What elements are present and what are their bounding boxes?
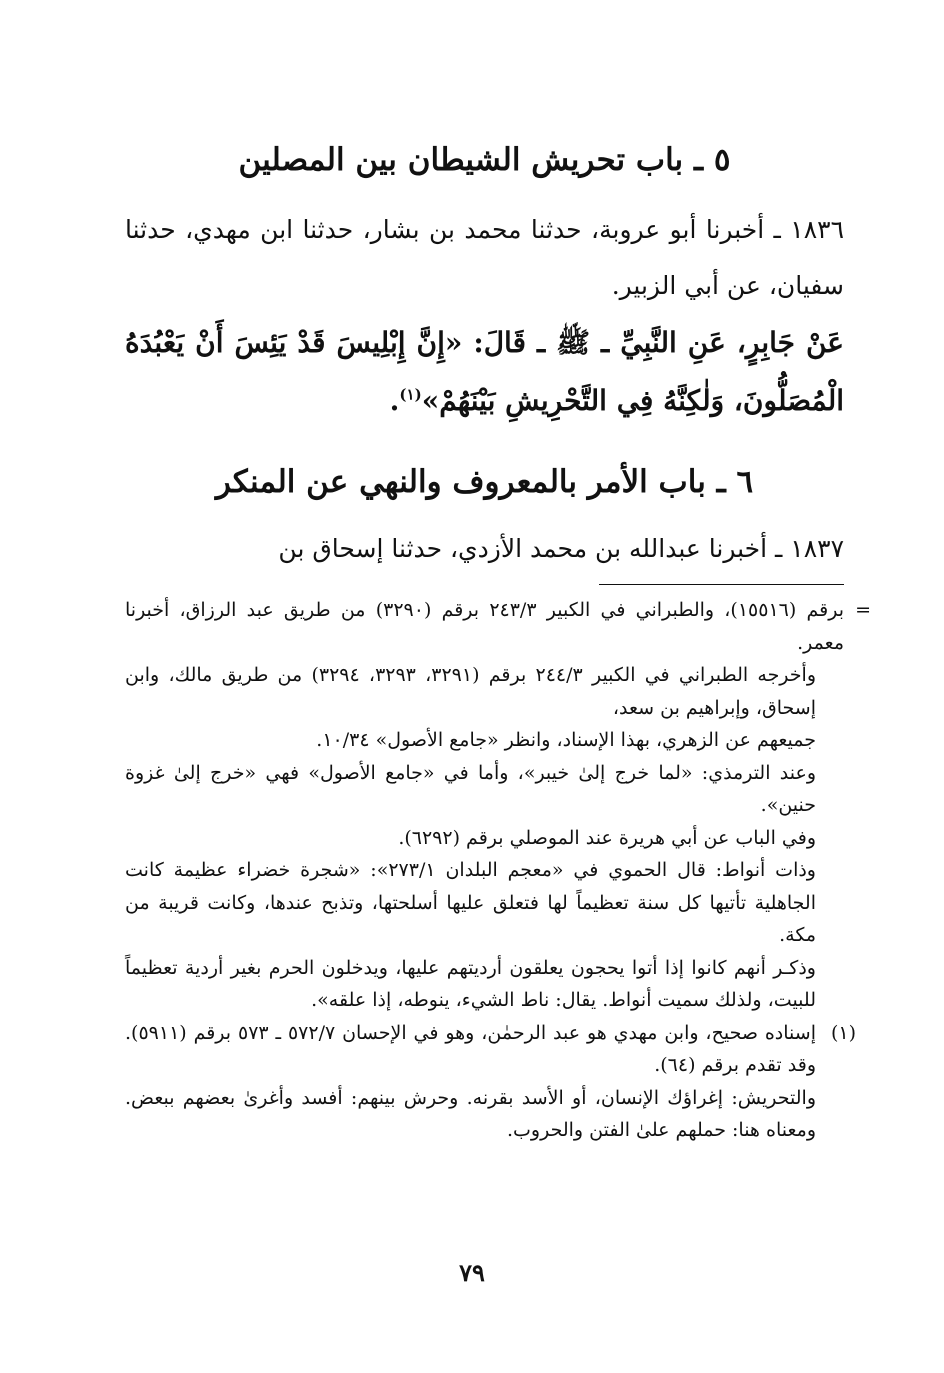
section-heading-5: ٥ ـ باب تحريش الشيطان بين المصلين [238,142,731,178]
continuation-marker: = [855,599,871,621]
footnote-1-text: إسناده صحيح، وابن مهدي هو عبد الرحمٰن، وهو في الإحسان ٥٧٢/٧ ـ ٥٧٣ برقم (٥٩١١). وقد تقدم برقم (٦٤). [125,1021,816,1076]
footnote-1-marker: (١) [830,1021,856,1044]
footnote-line-5: وفي الباب عن أبي هريرة عند الموصلي برقم (٦٢٩٢). [398,826,816,849]
footnote-line-3: جميعهم عن الزهري، بهذا الإسناد، وانظر «جامع الأصول» ١٠/٣٤. [316,729,816,751]
hadith-1837-isnad: ١٨٣٧ ـ أخبرنا عبدالله بن محمد الأزدي، حدثنا إسحاق بن [278,534,844,563]
footnote-line-6: وذات أنواط: قال الحموي في «معجم البلدان ٢٧٣/١»: «شجرة خضراء عظيمة كانت الجاهلية تأتيها كل سنة تعظيماً لها فتعلق عليها أسلحتها، وتذبح عندها، وكانت قريبة من مكة. [125,859,816,946]
footnote-continuation [125,594,871,659]
hadith-1836-matn-text: عَنْ جَابِرٍ، عَنِ النَّبِيِّ ـ ﷺ ـ قَالَ: «إِنَّ إِبْلِيسَ قَدْ يَئِسَ أَنْ يَعْبُدَهُ الْمُصَلُّونَ، وَلٰكِنَّهُ فِي التَّحْرِيشِ بَيْنَهُمْ» [125,326,844,417]
footnote-line-2: وأخرجه الطبراني في الكبير ٢٤٤/٣ برقم (٣٢٩١، ٣٢٩٣، ٣٢٩٤) من طريق مالك، وابن إسحاق، وإبراهيم بن سعد، [125,664,816,719]
section-heading-6: ٦ ـ باب الأمر بالمعروف والنهي عن المنكر [215,464,754,500]
page-number: ٧٩ [459,1258,485,1287]
footnote-line-7: وذكـر أنهم كانوا إذا أتوا يحجون يعلقون أرديتهم عليها، ويدخلون الحرم بغير أردية تعظيماً للبيت، ولذلك سميت أنواط. يقال: ناط الشيء، ينوطه، إذا علقه». [125,956,816,1011]
footnote-line-4: وعند الترمذي: «لما خرج إلىٰ خيبر»، وأما في «جامع الأصول» فهي «خرج إلىٰ غزوة حنين». [125,761,816,816]
hadith-1836-matn-end: . [389,384,400,417]
hadith-1836-matn [125,314,844,430]
hadith-1836-isnad: ١٨٣٦ ـ أخبرنا أبو عروبة، حدثنا محمد بن بشار، حدثنا ابن مهدي، حدثنا سفيان، عن أبي الزبير. [125,215,844,300]
footnote-line-1: برقم (١٥٥١٦)، والطبراني في الكبير ٢٤٣/٣ برقم (٣٢٩٠) من طريق عبد الرزاق، أخبرنا معمر. [125,599,845,654]
footnote-separator [599,584,844,585]
footnote-1-explanation: والتحريش: إغراؤك الإنسان، أو الأسد بقرنه. وحرش بينهم: أفسد وأغرىٰ بعضهم ببعض. ومعناه هنا: حملهم علىٰ الفتن والحروب. [125,1086,816,1141]
footnote-1 [125,1017,856,1082]
footnote-ref-1: (١) [399,385,422,404]
footnotes [125,594,871,1147]
